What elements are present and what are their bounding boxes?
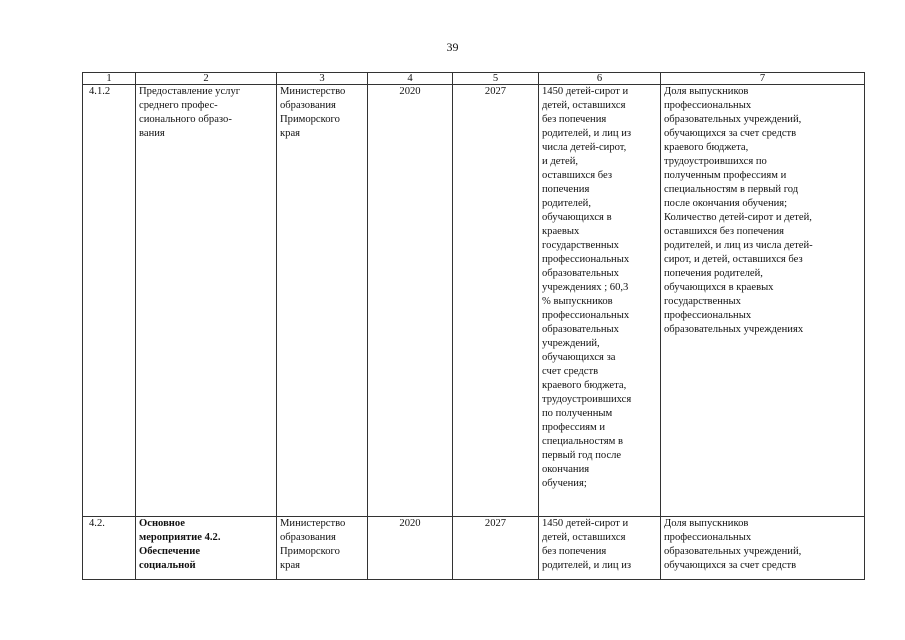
row-indicator: Доля выпускников профессиональных образовательных учреждений, обучающихся за счет средств [661, 517, 865, 580]
row-start-year: 2020 [368, 517, 453, 580]
row-end-year: 2027 [453, 517, 539, 580]
row-executor: Министерство образования Приморского края [277, 85, 368, 517]
page-number: 39 [446, 40, 459, 54]
row-indicator: Доля выпускников профессиональных образовательных учреждений, обучающихся за счет средств краевого бюджета, трудоустроившихся по полученным профессиям и специальностям в первый год после окончания обучения; Количество детей-сирот и детей, оставшихся без попечения родителей, и лиц из числа детей- сирот, и детей, оставшихся без попечения родителей, обучающихся в краевых государственных профессиональных образовательных учреждениях [661, 85, 865, 517]
table-row [83, 85, 865, 517]
row-name: Предоставление услуг среднего профес- сионального образо- вания [136, 85, 277, 517]
header-cell: 6 [539, 73, 661, 85]
row-end-year: 2027 [453, 85, 539, 517]
program-table [82, 72, 865, 580]
header-row [83, 73, 865, 85]
row-executor: Министерство образования Приморского края [277, 517, 368, 580]
row-name: Основное мероприятие 4.2. Обеспечение социальной [136, 517, 277, 580]
header-cell: 1 [83, 73, 136, 85]
row-result: 1450 детей-сирот и детей, оставшихся без попечения родителей, и лиц из [539, 517, 661, 580]
row-id: 4.2. [83, 517, 136, 580]
header-cell: 2 [136, 73, 277, 85]
row-id: 4.1.2 [83, 85, 136, 517]
header-cell: 3 [277, 73, 368, 85]
header-cell: 5 [453, 73, 539, 85]
table-row [83, 517, 865, 580]
header-cell: 4 [368, 73, 453, 85]
row-start-year: 2020 [368, 85, 453, 517]
header-cell: 7 [661, 73, 865, 85]
row-result: 1450 детей-сирот и детей, оставшихся без попечения родителей, и лиц из числа детей-сирот, и детей, оставшихся без попечения родителей, обучающихся в краевых государственных профессиональных образовательных учреждениях ; 60,3 % выпускников профессиональных образовательных учреждений, обучающихся за счет средств краевого бюджета, трудоустроившихся по полученным профессиям и специальностям в первый год после окончания обучения; [539, 85, 661, 517]
